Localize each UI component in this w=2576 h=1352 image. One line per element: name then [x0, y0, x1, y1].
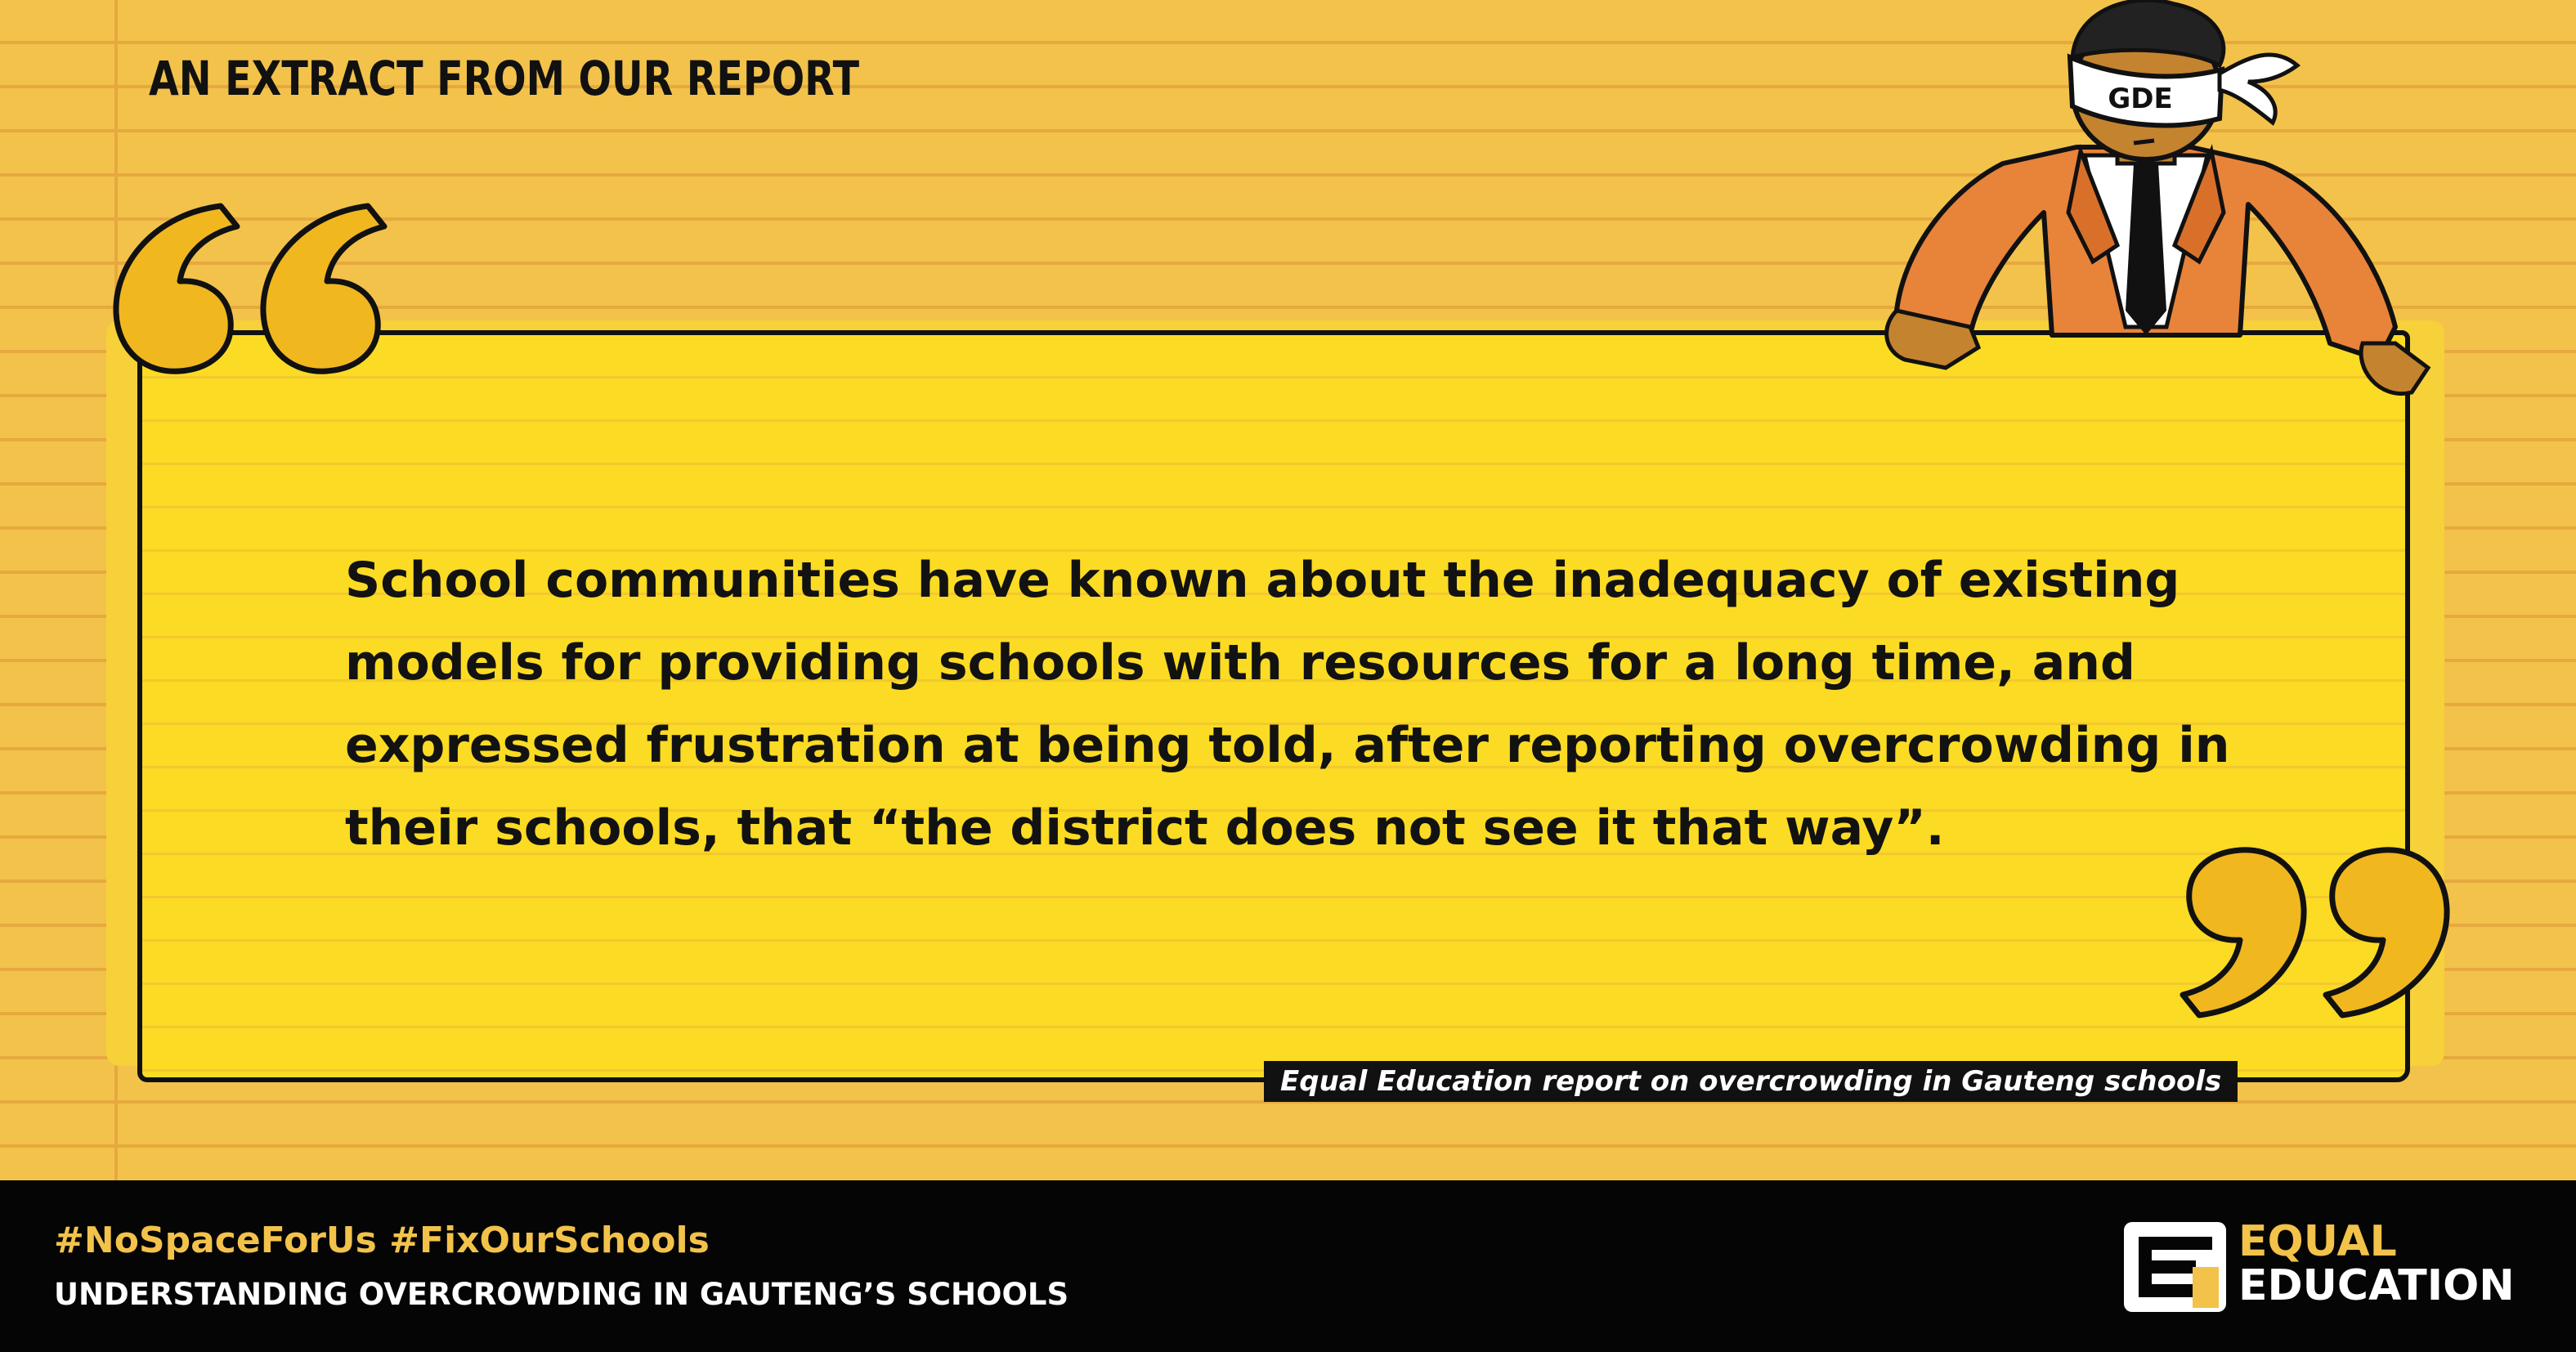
campaign-hashtags: #NoSpaceForUs #FixOurSchools — [54, 1220, 710, 1261]
logo-text-equal: EQUAL — [2238, 1217, 2397, 1266]
quote-text: School communities have known about the inadequacy of existing models for providing schools with resources for a long time, and expressed frustration at being told, after reporting overcrowding in their schools, that “the district does not see it that way”. — [345, 552, 2230, 857]
logo-mark-icon — [2124, 1222, 2226, 1312]
campaign-subtitle: UNDERSTANDING OVERCROWDING IN GAUTENG’S SCHOOLS — [54, 1277, 1069, 1312]
blindfolded-official-illustration — [1807, 0, 2461, 409]
equal-education-logo — [2124, 1217, 2524, 1312]
open-quote-icon — [98, 190, 409, 386]
blindfold-label: GDE — [2108, 83, 2173, 115]
page-eyebrow: AN EXTRACT FROM OUR REPORT — [149, 51, 860, 106]
quote-source-label: Equal Education report on overcrowding in Gauteng schools — [1264, 1061, 2238, 1102]
close-quote-icon — [2175, 842, 2477, 1030]
logo-text-education: EDUCATION — [2238, 1261, 2515, 1310]
